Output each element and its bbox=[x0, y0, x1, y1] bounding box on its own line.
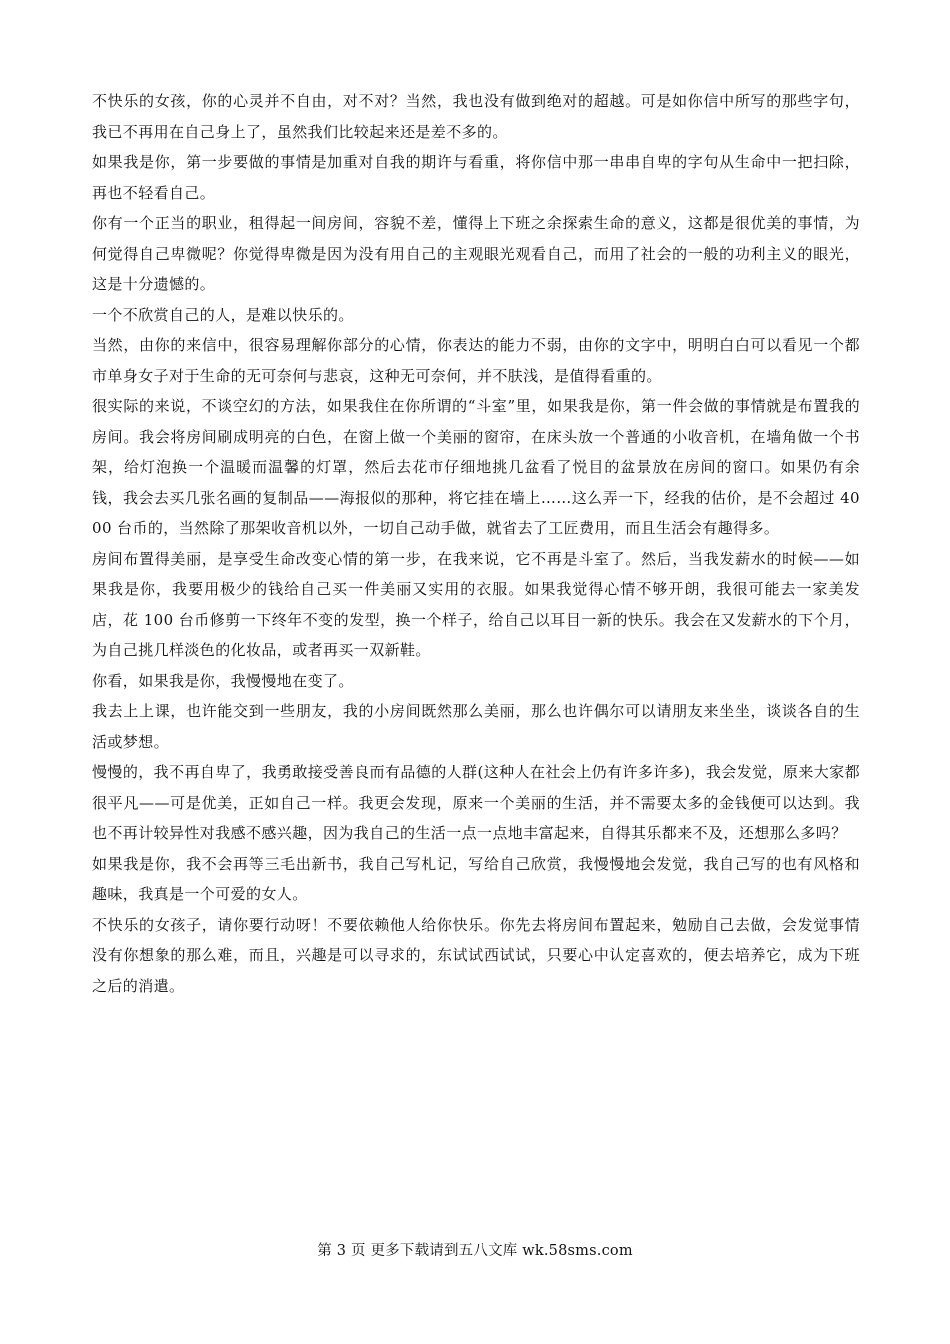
paragraph: 如果我是你，第一步要做的事情是加重对自我的期许与看重，将你信中那一串串自卑的字句从生命中一把扫除，再也不轻看自己。 bbox=[92, 153, 860, 202]
paragraph: 房间布置得美丽，是享受生命改变心情的第一步，在我来说，它不再是斗室了。然后，当我发薪水的时候——如果我是你，我要用极少的钱给自己买一件美丽又实用的衣服。如果我觉得心情不够开朗，我很可能去一家美发店，花 100 台币修剪一下终年不变的发型，换一个样子，给自己以耳目一新的快乐。我会在又发薪水的下个月，为自己挑几样淡色的化妆品，或者再买一双新鞋。 bbox=[92, 549, 860, 659]
paragraph: 如果我是你，我不会再等三毛出新书，我自己写札记，写给自己欣赏，我慢慢地会发觉，我自己写的也有风格和趣味，我真是一个可爱的女人。 bbox=[92, 854, 860, 903]
paragraph: 我去上上课，也许能交到一些朋友，我的小房间既然那么美丽，那么也许偶尔可以请朋友来坐坐，谈谈各自的生活或梦想。 bbox=[92, 702, 860, 751]
paragraph: 不快乐的女孩，你的心灵并不自由，对不对？当然，我也没有做到绝对的超越。可是如你信中所写的那些字句，我已不再用在自己身上了，虽然我们比较起来还是差不多的。 bbox=[92, 92, 860, 141]
paragraph: 慢慢的，我不再自卑了，我勇敢接受善良而有品德的人群(这种人在社会上仍有许多许多)，我会发觉，原来大家都很平凡——可是优美，正如自己一样。我更会发现，原来一个美丽的生活，并不需要太多的金钱便可以达到。我也不再计较异性对我感不感兴趣，因为我自己的生活一点一点地丰富起来，自得其乐都来不及，还想那么多吗？ bbox=[92, 763, 860, 842]
page-footer: 第 3 页 更多下载请到五八文库 wk.58sms.com bbox=[317, 1243, 633, 1259]
paragraph: 当然，由你的来信中，很容易理解你部分的心情，你表达的能力不弱，由你的文字中，明明白白可以看见一个都市单身女子对于生命的无可奈何与悲哀，这种无可奈何，并不肤浅，是值得看重的。 bbox=[92, 336, 860, 385]
paragraph: 你有一个正当的职业，租得起一间房间，容貌不差，懂得上下班之余探索生命的意义，这都是很优美的事情，为何觉得自己卑微呢？你觉得卑微是因为没有用自己的主观眼光观看自己，而用了社会的一般的功利主义的眼光，这是十分遗憾的。 bbox=[92, 214, 860, 293]
paragraph: 不快乐的女孩子，请你要行动呀！不要依赖他人给你快乐。你先去将房间布置起来，勉励自己去做，会发觉事情没有你想象的那么难，而且，兴趣是可以寻求的，东试试西试试，只要心中认定喜欢的，便去培养它，成为下班之后的消遣。 bbox=[92, 915, 860, 995]
paragraph: 很实际的来说，不谈空幻的方法，如果我住在你所谓的“斗室”里，如果我是你，第一件会做的事情就是布置我的房间。我会将房间刷成明亮的白色，在窗上做一个美丽的窗帘，在床头放一个普通的小收音机，在墙角做一个书架，给灯泡换一个温暖而温馨的灯罩，然后去花市仔细地挑几盆看了悦目的盆景放在房间的窗口。如果仍有余钱，我会去买几张名画的复制品——海报似的那种，将它挂在墙上……这么弄一下，经我的估价，是不会超过 4000 台币的，当然除了那架收音机以外，一切自己动手做，就省去了工匠费用，而且生活会有趣得多。 bbox=[92, 397, 860, 537]
document-body bbox=[92, 86, 860, 1001]
paragraph: 一个不欣赏自己的人，是难以快乐的。 bbox=[92, 305, 354, 324]
paragraph: 你看，如果我是你，我慢慢地在变了。 bbox=[92, 671, 354, 690]
